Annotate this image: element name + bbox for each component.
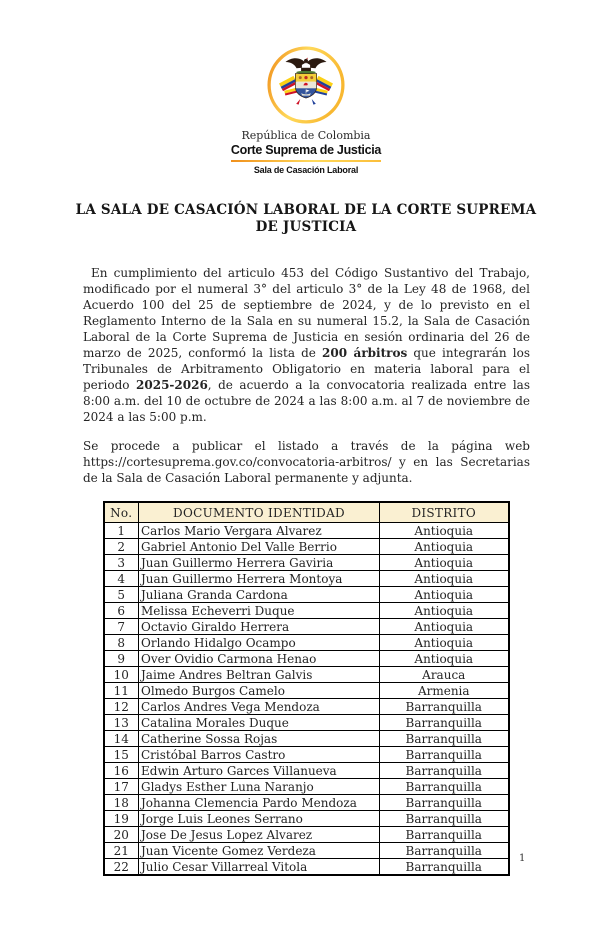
table-row (104, 523, 509, 539)
district-cell: Antioquia (380, 523, 509, 539)
letterhead (0, 0, 612, 175)
row-number-cell: 7 (104, 619, 139, 635)
arbitrator-name-cell: Carlos Andres Vega Mendoza (139, 699, 380, 715)
arbitrator-name-cell: Melissa Echeverri Duque (139, 603, 380, 619)
district-cell: Arauca (380, 667, 509, 683)
table-row (104, 747, 509, 763)
table-row (104, 859, 509, 876)
paragraph-1 (83, 265, 530, 425)
document-title: LA SALA DE CASACIÓN LABORAL DE LA CORTE SUPREMA DE JUSTICIA (75, 202, 537, 235)
coat-of-arms-icon (265, 44, 347, 126)
row-number-cell: 20 (104, 827, 139, 843)
district-cell: Barranquilla (380, 699, 509, 715)
bold-arbitros-count: 200 árbitros (322, 346, 408, 360)
row-number-cell: 5 (104, 587, 139, 603)
table-row (104, 811, 509, 827)
arbitrator-name-cell: Octavio Giraldo Herrera (139, 619, 380, 635)
arbitrator-name-cell: Catherine Sossa Rojas (139, 731, 380, 747)
row-number-cell: 14 (104, 731, 139, 747)
row-number-cell: 12 (104, 699, 139, 715)
arbitrator-name-cell: Olmedo Burgos Camelo (139, 683, 380, 699)
district-cell: Barranquilla (380, 763, 509, 779)
arbitrators-table (103, 501, 510, 876)
arbitrator-name-cell: Johanna Clemencia Pardo Mendoza (139, 795, 380, 811)
district-cell: Barranquilla (380, 795, 509, 811)
row-number-cell: 9 (104, 651, 139, 667)
district-cell: Armenia (380, 683, 509, 699)
column-header-documento-identidad: DOCUMENTO IDENTIDAD (139, 502, 380, 523)
gold-divider (231, 160, 381, 162)
arbitrator-name-cell: Over Ovidio Carmona Henao (139, 651, 380, 667)
district-cell: Barranquilla (380, 715, 509, 731)
arbitrator-name-cell: Orlando Hidalgo Ocampo (139, 635, 380, 651)
district-cell: Barranquilla (380, 731, 509, 747)
row-number-cell: 17 (104, 779, 139, 795)
row-number-cell: 22 (104, 859, 139, 876)
district-cell: Antioquia (380, 635, 509, 651)
table-row (104, 619, 509, 635)
district-cell: Barranquilla (380, 747, 509, 763)
arbitrator-name-cell: Juliana Granda Cardona (139, 587, 380, 603)
district-cell: Antioquia (380, 539, 509, 555)
row-number-cell: 8 (104, 635, 139, 651)
table-row (104, 603, 509, 619)
paragraph-1-text: , de acuerdo a la convocatoria realizada entre las 8:00 a.m. del 10 de octubre de 2024 a las 8:00 a.m. al 7 de noviembre de 2024 a las 5:00 p.m. (83, 378, 530, 424)
arbitrator-name-cell: Juan Guillermo Herrera Gaviria (139, 555, 380, 571)
table-row (104, 635, 509, 651)
arbitrator-name-cell: Juan Vicente Gomez Verdeza (139, 843, 380, 859)
table-row (104, 667, 509, 683)
arbitrator-name-cell: Gabriel Antonio Del Valle Berrio (139, 539, 380, 555)
row-number-cell: 1 (104, 523, 139, 539)
row-number-cell: 6 (104, 603, 139, 619)
table-row (104, 587, 509, 603)
district-cell: Antioquia (380, 603, 509, 619)
table-row (104, 779, 509, 795)
table-row (104, 715, 509, 731)
district-cell: Antioquia (380, 619, 509, 635)
table-body (104, 523, 509, 876)
column-header-distrito: DISTRITO (380, 502, 509, 523)
district-cell: Barranquilla (380, 859, 509, 876)
row-number-cell: 21 (104, 843, 139, 859)
table-row (104, 827, 509, 843)
table-row (104, 539, 509, 555)
bold-period: 2025-2026 (136, 378, 208, 392)
table-row (104, 555, 509, 571)
district-cell: Antioquia (380, 587, 509, 603)
column-header-no: No. (104, 502, 139, 523)
district-cell: Barranquilla (380, 827, 509, 843)
arbitrator-name-cell: Cristóbal Barros Castro (139, 747, 380, 763)
row-number-cell: 18 (104, 795, 139, 811)
table-row (104, 843, 509, 859)
row-number-cell: 10 (104, 667, 139, 683)
district-cell: Barranquilla (380, 811, 509, 827)
table-header-row (104, 502, 509, 523)
district-cell: Antioquia (380, 555, 509, 571)
page-number: 1 (519, 853, 526, 864)
arbitrator-name-cell: Juan Guillermo Herrera Montoya (139, 571, 380, 587)
arbitrator-name-cell: Julio Cesar Villarreal Vitola (139, 859, 380, 876)
table-row (104, 683, 509, 699)
table-row (104, 651, 509, 667)
row-number-cell: 19 (104, 811, 139, 827)
chamber-name: Sala de Casación Laboral (253, 165, 359, 175)
row-number-cell: 2 (104, 539, 139, 555)
district-cell: Barranquilla (380, 779, 509, 795)
table-row (104, 795, 509, 811)
district-cell: Barranquilla (380, 843, 509, 859)
republic-label: República de Colombia (241, 129, 371, 142)
district-cell: Antioquia (380, 651, 509, 667)
arbitrator-name-cell: Gladys Esther Luna Naranjo (139, 779, 380, 795)
arbitrator-name-cell: Carlos Mario Vergara Alvarez (139, 523, 380, 539)
paragraph-2: Se procede a publicar el listado a través de la página web https://cortesuprema.gov.co/convocatoria-arbitros/ y en las Secretarias de la Sala de Casación Laboral permanente y adjunta. (83, 439, 530, 485)
paragraph-1-text: que integrarán los Tribunales de Arbitramento Obligatorio en materia laboral para el periodo (83, 346, 530, 392)
arbitrator-name-cell: Jaime Andres Beltran Galvis (139, 667, 380, 683)
arbitrator-name-cell: Jose De Jesus Lopez Alvarez (139, 827, 380, 843)
paragraph-1-text: En cumplimiento del articulo 453 del Código Sustantivo del Trabajo, modificado por el numeral 3° del articulo 3° de la Ley 48 de 1968, del Acuerdo 100 del 25 de septiembre de 2024, y de lo previsto en el Reglamento Interno de la Sala en su numeral 15.2, la Sala de Casación Laboral de la Corte Suprema de Justicia en sesión ordinaria del 26 de marzo de 2025, conformó la lista de (83, 266, 530, 360)
court-name: Corte Suprema de Justicia (230, 143, 382, 157)
table-row (104, 699, 509, 715)
table-row (104, 731, 509, 747)
document-body (83, 265, 530, 486)
row-number-cell: 13 (104, 715, 139, 731)
arbitrator-name-cell: Catalina Morales Duque (139, 715, 380, 731)
arbitrator-name-cell: Jorge Luis Leones Serrano (139, 811, 380, 827)
row-number-cell: 15 (104, 747, 139, 763)
row-number-cell: 3 (104, 555, 139, 571)
row-number-cell: 4 (104, 571, 139, 587)
row-number-cell: 16 (104, 763, 139, 779)
table-row (104, 571, 509, 587)
district-cell: Antioquia (380, 571, 509, 587)
arbitrator-name-cell: Edwin Arturo Garces Villanueva (139, 763, 380, 779)
table-row (104, 763, 509, 779)
row-number-cell: 11 (104, 683, 139, 699)
